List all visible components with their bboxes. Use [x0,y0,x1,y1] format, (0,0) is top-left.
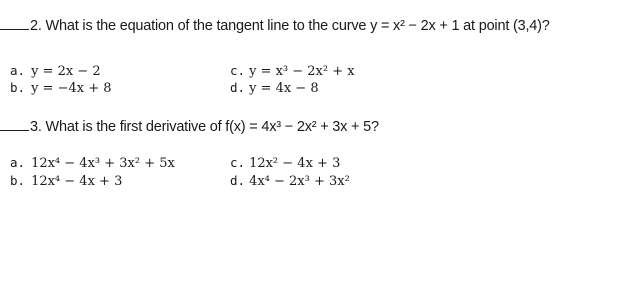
choice-letter: c. [230,155,246,170]
choice-text: y = 4x − 8 [249,81,319,96]
choice-letter: a. [10,155,26,170]
question-number: 3. [30,119,42,135]
choice-letter: c. [230,63,246,78]
question-number: 2. [30,18,42,34]
choice-text: 12x⁴ − 4x³ + 3x² + 5x [31,156,175,171]
choice-letter: a. [10,63,26,78]
answer-blank [0,18,29,30]
choice-letter: d. [230,173,246,188]
choice-text: y = 2x − 2 [31,64,101,79]
answer-blank [0,119,29,131]
question-text: What is the first derivative of f(x) = 4x³ − 2x² + 3x + 5? [45,119,379,135]
choice-d [230,80,319,96]
choice-letter: b. [10,173,26,188]
choice-c [230,155,340,171]
question-text: What is the equation of the tangent line to the curve y = x² − 2x + 1 at point (3,4)? [45,18,550,34]
choice-text: 12x⁴ − 4x + 3 [31,174,123,189]
choice-text: 4x⁴ − 2x³ + 3x² [249,174,350,189]
choice-letter: d. [230,80,246,95]
question-3 [0,119,379,135]
choice-text: 12x² − 4x + 3 [249,156,341,171]
choice-text: y = x³ − 2x² + x [249,64,355,79]
choice-b [10,173,122,189]
choice-text: y = −4x + 8 [31,81,112,96]
choice-b [10,80,112,96]
question-2 [0,18,550,34]
choice-d [230,173,350,189]
choice-a [10,155,175,171]
choice-a [10,63,101,79]
choice-c [230,63,355,79]
choice-letter: b. [10,80,26,95]
